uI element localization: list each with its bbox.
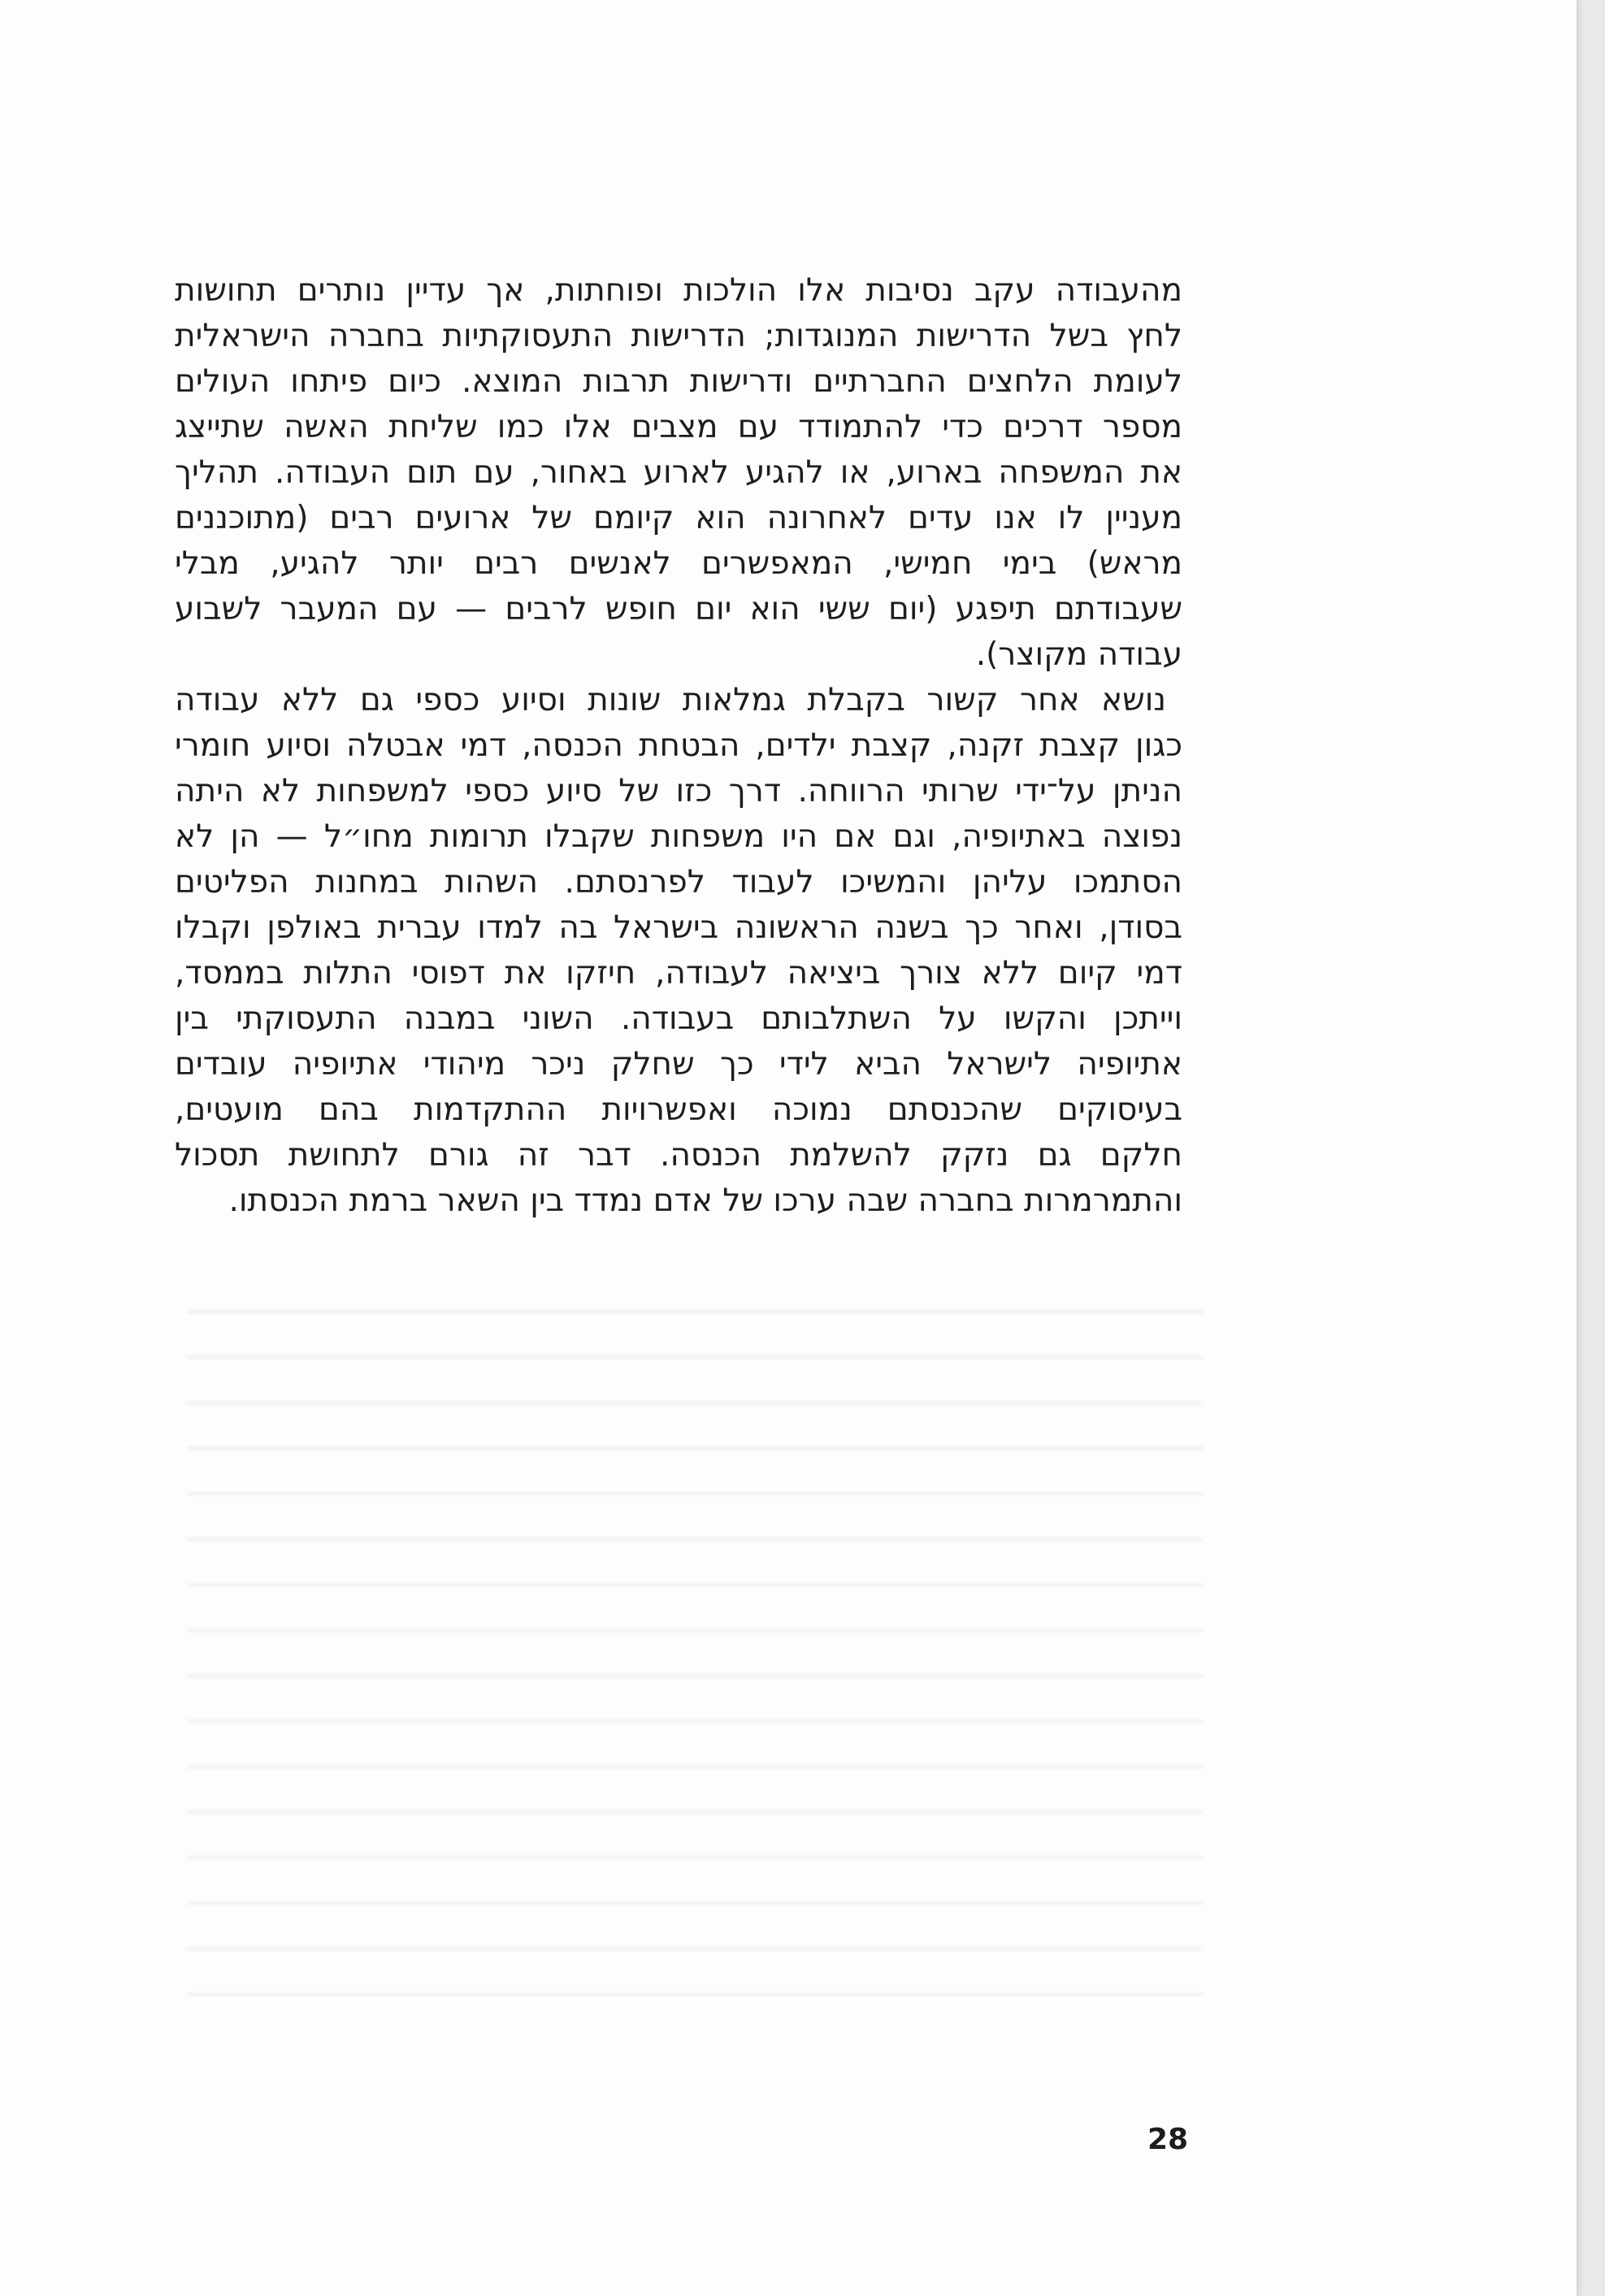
text-line: מעניין לו אנו עדים לאחרונה הוא קיומם של ארועים רבים (מתוכננים: [175, 500, 1182, 536]
paragraph-1: [175, 268, 1182, 678]
text-line: בסודן, ואחר כך בשנה הראשונה בישראל בה למדו עברית באולפן וקבלו: [175, 909, 1182, 946]
text-line: כגון קצבת זקנה, קצבת ילדים, הבטחת הכנסה, דמי אבטלה וסיוע חומרי: [175, 727, 1182, 764]
paragraph-2: [175, 678, 1182, 1224]
text-line: עבודה מקוצר).: [975, 636, 1182, 673]
text-line: מהעבודה עקב נסיבות אלו הולכות ופוחתות, אך עדיין נותרים תחושות: [175, 272, 1182, 309]
text-line: שעבודתם תיפגע (יום ששי הוא יום חופש לרבים — עם המעבר לשבוע: [175, 591, 1182, 627]
text-line: דמי קיום ללא צורך ביציאה לעבודה, חיזקו את דפוסי התלות בממסד,: [175, 955, 1182, 992]
text-line: לחץ בשל הדרישות המנוגדות; הדרישות התעסוקתיות בחברה הישראלית: [175, 318, 1182, 354]
text-line: לעומת הלחצים החברתיים ודרישות תרבות המוצא. כיום פיתחו העולים: [175, 363, 1182, 400]
reverse-side-bleed-through: [187, 1284, 1203, 2016]
text-line: הניתן על־ידי שרותי הרווחה. דרך כזו של סיוע כספי למשפחות לא היתה: [175, 773, 1182, 809]
text-line: את המשפחה בארוע, או להגיע לארוע באחור, עם תום העבודה. תהליך: [175, 454, 1182, 491]
text-line: אתיופיה לישראל הביא לידי כך שחלק ניכר מיהודי אתיופיה עובדים: [175, 1046, 1182, 1083]
text-line: מראש) בימי חמישי, המאפשרים לאנשים רבים יותר להגיע, מבלי: [175, 545, 1182, 582]
text-line: נושא אחר קשור בקבלת גמלאות שונות וסיוע כספי גם ללא עבודה: [175, 682, 1166, 718]
page-number: 28: [1147, 2123, 1189, 2156]
text-line: חלקם גם נזקק להשלמת הכנסה. דבר זה גורם לתחושת תסכול: [175, 1137, 1182, 1174]
text-line: בעיסוקים שהכנסתם נמוכה ואפשרויות ההתקדמות בהם מועטים,: [175, 1092, 1182, 1128]
text-line: וייתכן והקשו על השתלבותם בעבודה. השוני במבנה התעסוקתי בין: [175, 1000, 1182, 1037]
text-line: נפוצה באתיופיה, וגם אם היו משפחות שקבלו תרומות מחו״ל — הן לא: [175, 818, 1182, 855]
text-line: והתמרמרות בחברה שבה ערכו של אדם נמדד בין השאר ברמת הכנסתו.: [228, 1183, 1182, 1219]
text-line: הסתמכו עליהן והמשיכו לעבוד לפרנסתם. השהות במחנות הפליטים: [175, 864, 1182, 901]
text-line: מספר דרכים כדי להתמודד עם מצבים אלו כמו שליחת האשה שתייצג: [175, 409, 1182, 445]
body-text: [175, 268, 1182, 1224]
